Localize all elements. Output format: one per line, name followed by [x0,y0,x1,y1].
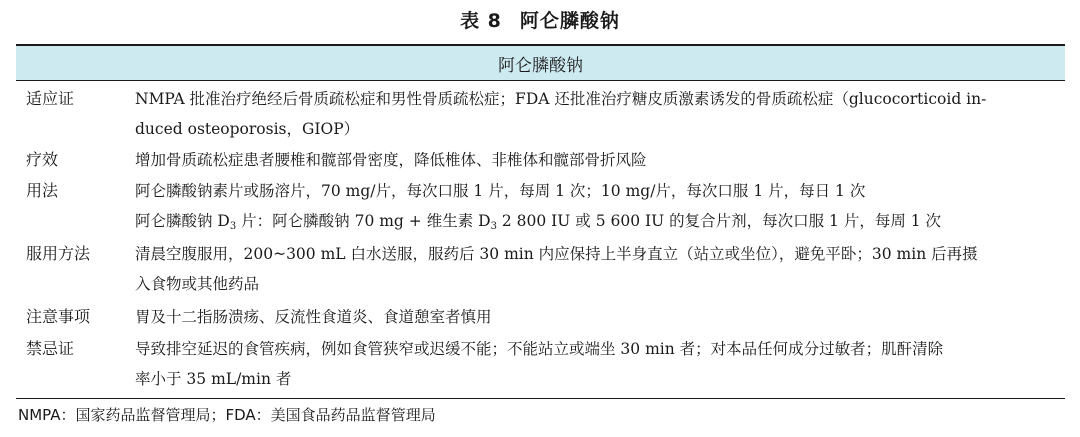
row-label: 疗效 [26,150,59,169]
row-line: NMPA 批准治疗绝经后骨质疏松症和男性骨质疏松症；FDA 还批准治疗糖皮质激素诱发的骨质疏松症（glucocorticoid in- [135,90,987,108]
row-content [135,145,1060,175]
subscript: 3 [490,221,497,232]
table-footnote: NMPA：国家药品监督管理局；FDA：美国食品药品监督管理局 [18,406,436,424]
row-content [135,176,1060,236]
table-header-text: 阿仑膦酸钠 [498,55,583,76]
row-label: 注意事项 [26,307,91,326]
row-line [135,206,1060,236]
row-label: 适应证 [26,89,75,108]
row-line: 导致排空延迟的食管疾病，例如食管狭窄或迟缓不能；不能站立或端坐 30 min 者；对本品任何成分过敏者；肌酐清除 [135,340,944,358]
row-line: 入食物或其他药品 [135,275,260,293]
row-content [135,334,1060,394]
row-line: duced osteoporosis，GIOP） [135,120,360,138]
usage-text-a: 阿仑膦酸钠 D [135,212,230,230]
table-number: 表 8 [460,10,502,32]
usage-text-b: 片：阿仑膦酸钠 70 mg + 维生素 D [236,212,491,230]
row-line: 阿仑膦酸钠素片或肠溶片，70 mg/片，每次口服 1 片，每周 1 次；10 mg/片，每次口服 1 片，每日 1 次 [135,182,866,200]
row-line: 清晨空腹服用，200~300 mL 白水送服，服药后 30 min 内应保持上半身直立（站立或坐位），避免平卧；30 min 后再摄 [135,245,978,263]
row-content [135,84,1060,144]
row-line: 率小于 35 mL/min 者 [135,370,292,388]
row-line: 增加骨质疏松症患者腰椎和髋部骨密度，降低椎体、非椎体和髋部骨折风险 [135,151,647,169]
usage-text-c: 2 800 IU 或 5 600 IU 的复合片剂，每次口服 1 片，每周 1 次 [496,212,942,230]
row-label: 服用方法 [26,244,91,263]
table-name: 阿仑膦酸钠 [519,10,620,32]
header-rule [16,80,1065,81]
table-title [0,6,1080,33]
bottom-rule [16,398,1065,399]
row-content [135,302,1060,332]
subscript: 3 [229,221,237,232]
row-label: 用法 [26,181,59,200]
table-header [16,46,1065,80]
row-line: 胃及十二指肠溃疡、反流性食道炎、食道憩室者慎用 [135,308,492,326]
row-content [135,239,1060,299]
row-label: 禁忌证 [26,339,75,358]
